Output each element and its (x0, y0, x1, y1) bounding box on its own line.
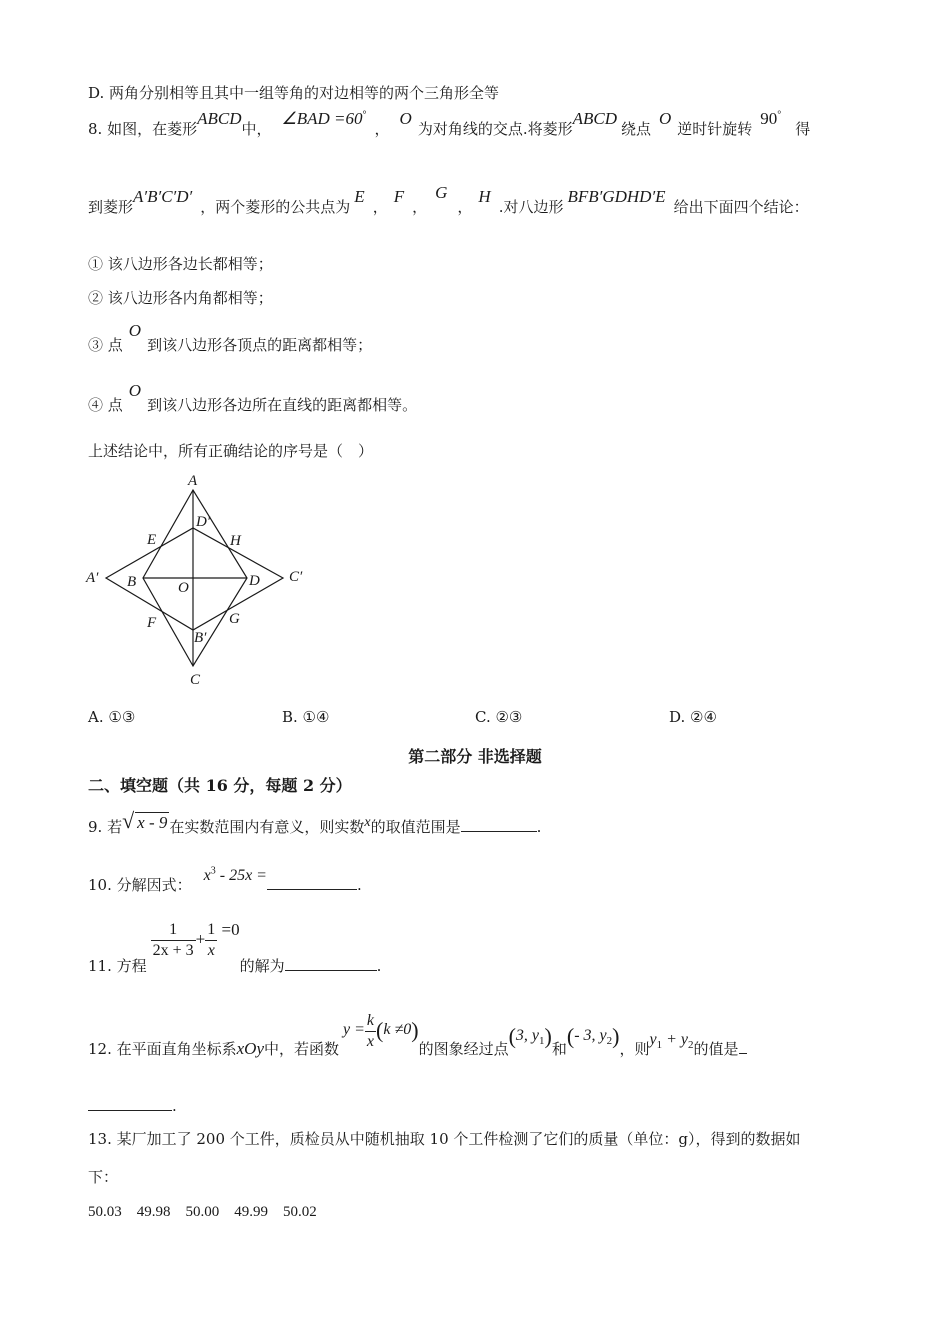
q8-math-abcd: ABCD (197, 109, 242, 128)
label-e: E (147, 532, 157, 548)
q12-text: ，则 (619, 1039, 650, 1058)
q13-data: 50.03 49.98 50.00 49.99 50.02 (88, 1204, 317, 1220)
q11-fraction-2: $\frac{1}{x}$ (207, 921, 216, 959)
q8-text: 8. 如图，在菱形 (88, 120, 198, 138)
q8-text: ， (374, 120, 390, 138)
q12-text: . (172, 1097, 177, 1115)
q12-math-y: y = (343, 1020, 365, 1038)
q11-answer-blank[interactable] (285, 956, 377, 971)
q10-text: . (356, 876, 362, 894)
q11 (88, 919, 382, 975)
q8-text: 到该八边形各边所在直线的距离都相等。 (147, 396, 418, 414)
q9-text: 的取值范围是 (370, 818, 461, 836)
q12-text: 中，若函数 (264, 1039, 340, 1058)
q8-math-f: F (393, 187, 405, 206)
label-d: D (249, 573, 260, 589)
q12 (88, 1005, 747, 1058)
label-b: B (127, 574, 137, 590)
q10-answer-blank[interactable] (267, 875, 357, 890)
q9-text: 在实数范围内有意义，则实数 (169, 818, 365, 836)
q9 (88, 808, 542, 838)
q8-math-octagon: BFB′GDHD′E (567, 187, 666, 206)
q8-text: 中， (241, 120, 272, 138)
label-a: A (188, 473, 198, 489)
q8-math-angle: ∠BAD =60° (281, 109, 367, 128)
q8-math-90: 90° (760, 109, 782, 128)
part2-title: 第二部分 非选择题 (408, 747, 542, 766)
label-g: G (229, 611, 240, 627)
q8-text: ③ 点 (88, 336, 123, 354)
label-d-prime: D′ (196, 514, 211, 530)
label-o: O (178, 580, 189, 596)
q8-text: ④ 点 (88, 396, 123, 414)
section2-heading: 二、填空题（共 16 分，每题 2 分） (88, 776, 352, 795)
q13-line2: 下： (88, 1168, 119, 1186)
q10-expression: $x^3 - 25x$ = (203, 865, 267, 884)
q10 (88, 865, 362, 895)
label-h: H (230, 533, 241, 549)
q8-option-a[interactable]: A. ①③ (88, 708, 136, 726)
q8-line2 (88, 183, 809, 217)
q11-text: 的解为 (239, 956, 285, 975)
q12-text: 的图象经过点 (418, 1039, 509, 1058)
q8-option-d[interactable]: D. ②④ (669, 708, 717, 726)
q8-math-e: E (354, 187, 365, 206)
q12-continued (88, 1096, 177, 1115)
q12-text: 和 (551, 1039, 567, 1058)
q9-answer-blank[interactable] (461, 817, 537, 832)
q8-text: 为对角线的交点.将菱形 (417, 120, 573, 138)
q11-text: . (376, 956, 382, 975)
q12-point-2: (- 3, $y_2$) (566, 1022, 620, 1048)
q8-option-c[interactable]: C. ②③ (475, 708, 523, 726)
q9-text: 9. 若 (88, 818, 123, 836)
q8-math-h: H (478, 187, 491, 206)
q8-math-o: O (128, 381, 142, 400)
q8-text: 到菱形 (88, 198, 134, 216)
rhombus-figure (80, 468, 320, 690)
q7-option-d: D. 两角分别相等且其中一组等角的对边相等的两个三角形全等 (88, 84, 500, 102)
label-c-prime: C′ (289, 569, 303, 585)
q8-text: 到该八边形各顶点的距离都相等； (147, 336, 373, 354)
label-f: F (147, 615, 157, 631)
q8-math-g: G (435, 183, 448, 202)
q12-answer-blank-start[interactable] (739, 1039, 747, 1054)
q12-sum: $y_1 + y_2$ (649, 1030, 694, 1051)
q8-text: 绕点 (620, 120, 651, 138)
q8-conclusion-4 (88, 381, 418, 415)
q8-option-b[interactable]: B. ①④ (282, 708, 330, 726)
q11-equals: =0 (217, 919, 240, 939)
q8-math-rhombus2: A′B′C′D′ (133, 187, 193, 206)
q11-text: 11. 方程 (88, 956, 147, 975)
q13-line1: 13. 某厂加工了 200 个工件，质检员从中随机抽取 10 个工件检测了它们的质量（单位：g），得到的数据如 (88, 1130, 801, 1148)
q8-text: 逆时针旋转 (677, 120, 753, 138)
q8-text: .对八边形 (498, 198, 564, 216)
q8-text: ， (457, 198, 473, 216)
q8-conclusion-3 (88, 321, 373, 355)
q8-line1 (88, 109, 811, 139)
q9-math-x: x (364, 815, 371, 830)
q12-condition: (k ≠0) (376, 1016, 419, 1042)
q8-text: ， (412, 198, 428, 216)
q11-fraction-1: $\frac{1}{2x + 3}$ (152, 921, 194, 959)
q8-conclusion-1: ① 该八边形各边长都相等； (88, 255, 273, 273)
q12-answer-blank[interactable] (88, 1096, 172, 1111)
q11-plus: + (195, 929, 206, 949)
label-a-prime: A′ (86, 570, 99, 586)
q8-math-o: O (128, 321, 142, 340)
q12-fraction: $\frac{k}{x}$ (366, 1012, 375, 1050)
label-b-prime: B′ (194, 630, 207, 646)
q8-text: ， (372, 198, 388, 216)
q8-text: ，两个菱形的公共点为 (200, 198, 351, 216)
q10-text: 10. 分解因式： (88, 876, 192, 894)
q9-text: . (536, 818, 542, 836)
q12-text: 的值是 (693, 1039, 739, 1058)
q8-text: 给出下面四个结论： (673, 198, 809, 216)
q8-math-o: O (399, 109, 412, 128)
q12-text: 12. 在平面直角坐标系 (88, 1039, 237, 1058)
label-c: C (190, 672, 201, 688)
q12-math-xoy: xOy (236, 1038, 264, 1058)
q8-math-o2: O (659, 109, 672, 128)
q8-question: 上述结论中，所有正确结论的序号是（ ） (88, 442, 374, 460)
q8-text: 得 (795, 120, 811, 138)
q8-math-abcd2: ABCD (572, 109, 617, 128)
q12-point-1: (3, $y_1$) (508, 1022, 552, 1048)
q8-conclusion-2: ② 该八边形各内角都相等； (88, 289, 273, 307)
q9-radical: √ x - 9 (122, 808, 168, 833)
